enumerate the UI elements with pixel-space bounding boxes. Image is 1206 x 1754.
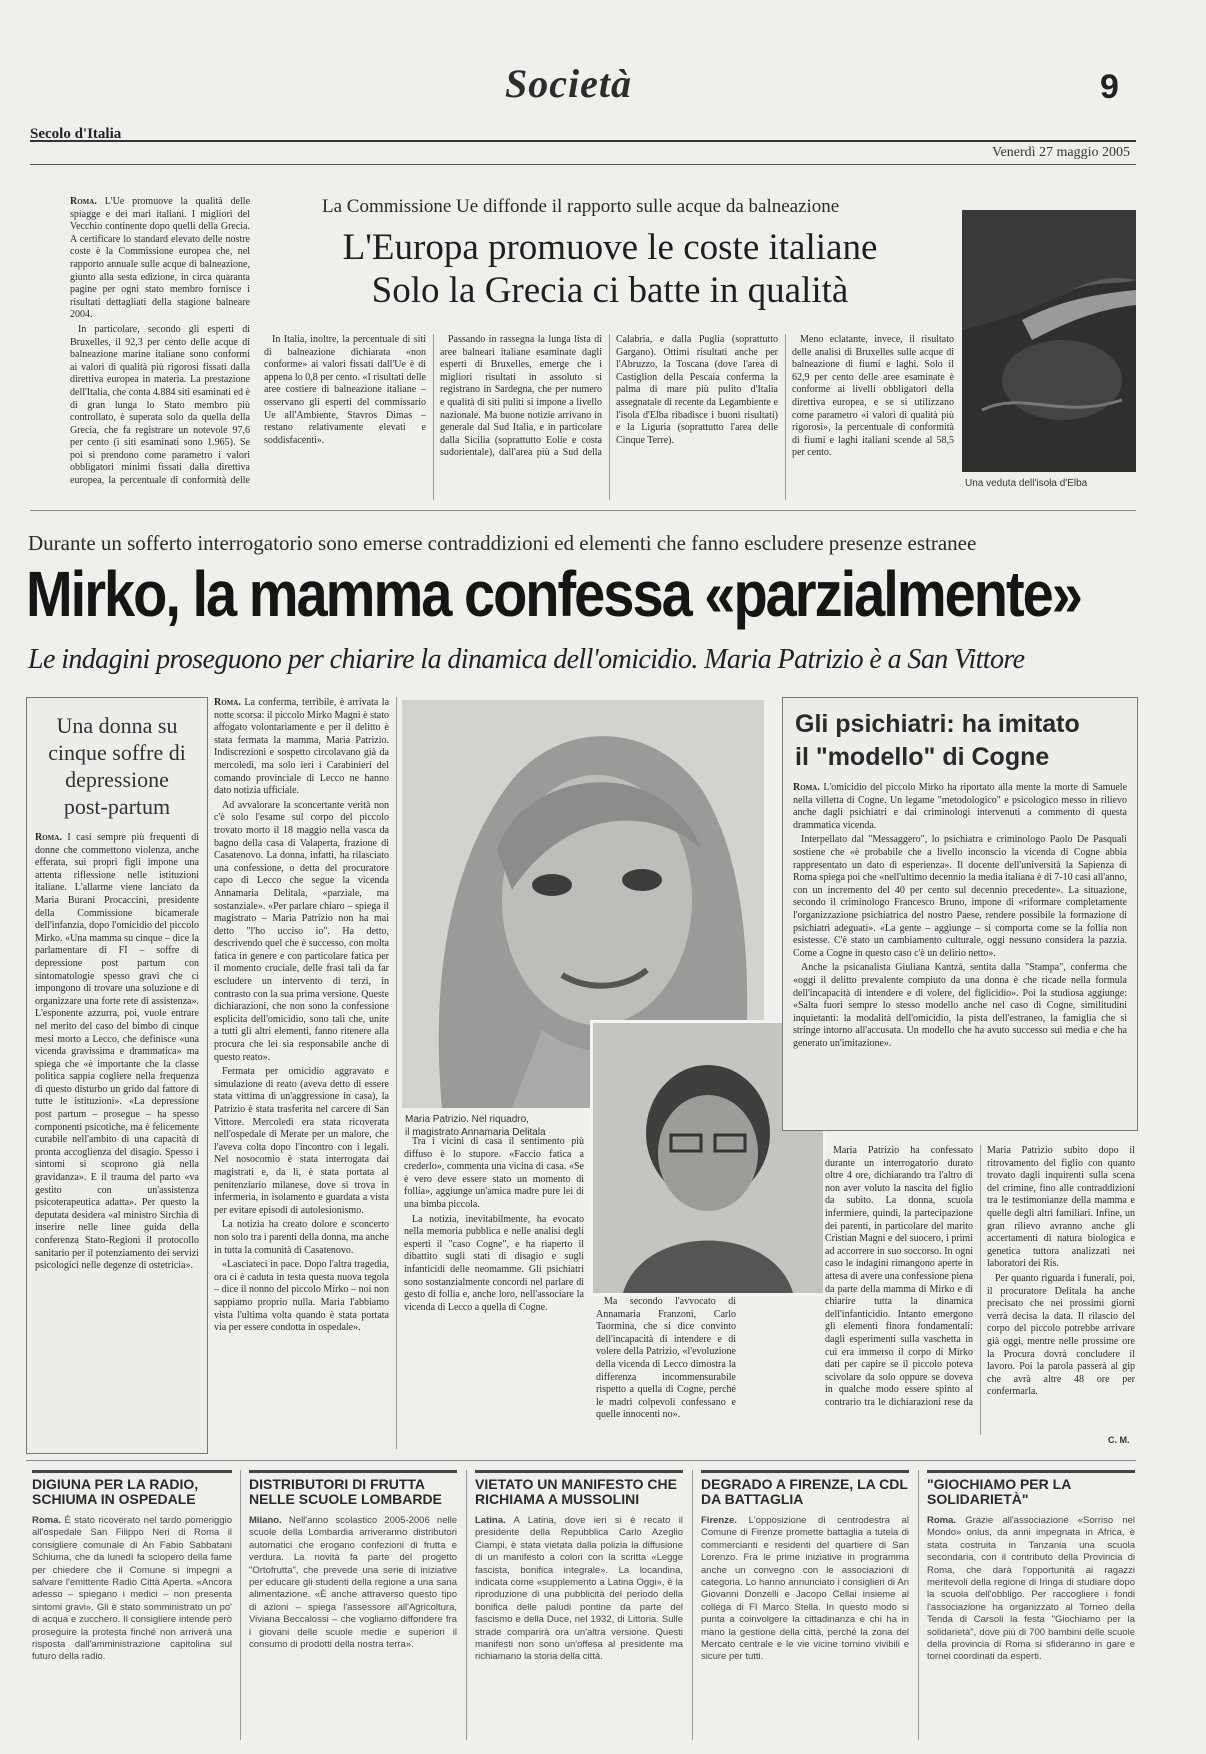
brief-rule [32, 1470, 232, 1473]
section-title: Società [505, 61, 632, 106]
psychiatrists-body [783, 782, 1137, 1122]
beaches-paragraph: Passando in rassegna la lunga lista di aree balneari italiane esaminate dagli esperti di Bruxelles, emerge che i migliori risultati in assoluto si registrano in Sardegna, che per numero e qualità di siti puliti si impone a livello nazionale. Ma buone notizie arrivano in generale dal Sud Italia, e in particolare dalla Sicilia (soprattutto Eolie e costa sudorientale), dall'area più a Sud della Calabria, e dalla Puglia (soprattutto Gargano). Ottimi risultati anche per l'Abruzzo, la Toscana (dove l'area di Castiglion della Pescaia conferma la palma di mare più pulito d'Italia assegnatale di recente da Legambiente e l'isola d'Elba ribadisce i buoni risultati) e la Liguria (soprattutto l'area delle Cinque Terre). [440, 334, 778, 459]
brief-body [475, 1515, 683, 1664]
brief-divider [240, 1470, 241, 1740]
masthead-rule [30, 140, 1136, 142]
brief-divider [918, 1470, 919, 1740]
main-paragraph: Fermata per omicidio aggravato e simulazione di reato (aveva detto di essere stata vittima di un'aggressione in casa), la Patrizio è stata trasferita nel carcere di San Vittore. Mercoledì era stata ricoverata nell'ospedale di Merate per un malore, che l'aveva colta dopo l'incontro con i legali. Nel nosocomio è stata interrogata dai magistrati e, da lì, è stata portata al penitenziario milanese, dove si trova in infermeria, in isolamento e guardata a vista per evitare episodi di autolesionismo. [214, 1066, 389, 1216]
brief-radio [32, 1470, 232, 1740]
brief-rule [249, 1470, 457, 1473]
beaches-paragraph: In Italia, inoltre, la percentuale di siti di balneazione dichiarata «non conforme» ai valori fissati dall'Ue è di appena lo 0,8 per cento. «I risultati delle aree costiere di balneazione italiane – osservano gli esperti del commissario Ue all'Ambiente, Stavros Dimas – restano relativamente elevati e soddisfacenti». [264, 334, 426, 446]
column-rule [396, 697, 397, 1449]
elba-caption: Una veduta dell'isola d'Elba [965, 478, 1088, 489]
brief-dateline: Roma. [927, 1515, 957, 1526]
mother-photo-caption-line2: il magistrato Annamaria Delitala [405, 1127, 546, 1138]
brief-rule [475, 1470, 683, 1473]
beaches-body [264, 334, 954, 500]
brief-title: "GIOCHIAMO PER LA SOLIDARIETÀ" [927, 1476, 1071, 1507]
beaches-paragraph: L'Ue promuove la qualità delle spiagge e dei mari italiani. I migliori del Vecchio continente dopo quelli della Grecia. A certificare lo standard elevato delle nostre coste è la Commissione europea che, nel rapporto annuale sulle acque di balneazione, giunto alla sesta edizione, in circa quaranta pagine per ogni stato membro fornisce i risultati dettagliati della stagione balneare 2004. [70, 196, 250, 321]
main-paragraph: Maria Patrizio ha confessato durante un interrogatorio durato oltre 4 ore, dichiarando tra l'altro di non aver voluto la nascita del figlio da subito. La donna, scuola infermiere, quindi, la partecipazione dei parenti, in particolare del marito Cristian Magni e del suocero, i primi ad accorrere in suo soccorso. In ogni caso le indagini rimangono aperte in attesa di avere una confessione piena da parte della mamma di Mirko e di chiarire tutta la dinamica dell'infanticidio. Intanto emergono gli elementi finora fondamentali: dagli esperimenti sulla vaschetta in cui era immerso il corpo di Mirko dati per capire se il piccolo poteva scivolare da solo oppure se doveva in qualche modo essere spinto al contrario tra le dichiarazioni rese da Maria Patrizio subito dopo il ritrovamento del figlio con quanto trovato dagli inquirenti sulla scena del crimine, fino alle contraddizioni tra le testimonianze della mamma e quelle degli altri familiari. Infine, un gran rilievo avranno anche gli accertamenti di natura biologica e genetica tuttora analizzati nei laboratori dei Ris. [825, 1145, 1135, 1408]
psychiatrists-sidebar [782, 697, 1138, 1131]
main-kicker: Durante un sofferto interrogatorio sono emerse contraddizioni ed elementi che fanno escludere presenze estranee [28, 531, 977, 555]
brief-dateline: Roma. [32, 1515, 62, 1526]
brief-dateline: Milano. [249, 1515, 282, 1526]
main-paragraph: Tra i vicini di casa il sentimento più diffuso è lo stupore. «Faccio fatica a crederlo», commenta una vicina di casa. «Se è vero deve essere stato un momento di follia», aggiunge un'amica madre pure lei di una bimba piccola. [404, 1136, 584, 1210]
brief-text: A Latina, dove ieri si è recato il presidente della Repubblica Carlo Azeglio Ciampi, è stata vietata dalla polizia la diffusione di un manifesto a colori con la scritta «Legge fascista, bonifica integrale». La locandina, indicata come «supplemento a Latina Oggi», è la riproduzione di una pubblicità del periodo della bonifica delle paludi pontine da parte del fascismo e della Duce, nel 1932, di Littoria. Sulle strade comparirà ora un'altra versione. Questi manifesti non sono un'offesa al presidente ma richiamano la storia della città. [475, 1515, 683, 1663]
brief-divider [692, 1470, 693, 1740]
main-headline: Mirko, la mamma confessa «parzialmente» [26, 557, 1081, 630]
island-aerial-image [962, 210, 1136, 472]
brief-rule [927, 1470, 1135, 1473]
main-signature: C. M. [1108, 1435, 1130, 1445]
brief-fruit [249, 1470, 457, 1740]
depression-sidebar [26, 697, 208, 1454]
brief-florence [701, 1470, 909, 1740]
psychiatrists-paragraph: Anche la psicanalista Giuliana Kantzà, sentita dalla "Stampa", conferma che «oggi il delitto prevalente compiuto da una donna è che ricade nella formula dell'incapacità di intendere e di volere, del figlicidio». Poi la studiosa aggiunge: «Salta fuori sempre lo stesso modello anche nel caso di Cogne, similitudini inquietanti: la modalità dell'omicidio, la pista dell'estraneo, la famiglia che si stringe intorno all'accusata. Un modello che ha avuto successo sui media e che ha generato un'imitazione». [793, 962, 1127, 1049]
main-paragraph: La notizia ha creato dolore e sconcerto non solo tra i parenti della donna, ma anche in tutta la comunità di Casatenovo. [214, 1219, 389, 1256]
brief-manifesto [475, 1470, 683, 1740]
main-paragraph: «Lasciateci in pace. Dopo l'altra tragedia, ora ci è caduta in testa questa nuova tegola – dice il nonno del piccolo Mirko – noi non sappiamo proprio nulla. Maria l'abbiamo vista l'ultima volta quando è stata portata via per essere condotta in ospedale». [214, 1259, 389, 1334]
brief-body [249, 1515, 457, 1651]
main-subtitle: Le indagini proseguono per chiarire la dinamica dell'omicidio. Maria Patrizio è a San Vittore [28, 644, 1025, 675]
depression-paragraph: I casi sempre più frequenti di donne che commettono violenza, anche efferata, sui propri figli impone una attenta riflessione nelle istituzioni italiane. L'allarme viene lanciato da Maria Burani Procaccini, presidente della Commissione bicamerale dell'infanzia, dopo l'omicidio del piccolo Mirko. «Una mamma su cinque – dice la parlamentare di FI – soffre di depressione post partum con sintomatologie spesso gravi che ci impongono di trovare una soluzione e di organizzare una forte rete di assistenza». L'esponente azzurra, poi, vuole entrare nel merito del caso del bimbo di cinque mesi morto a Lecco, che definisce «una vicenda gravissima e drammatica» ma spiega che «è importante che la classe politica sappia cogliere nella frequenza di questo disturbo un grido dal fattore di tutte le istituzioni». «La depressione post partum – prosegue – ha spesso componenti psicotiche, ma è felicemente curabile nell'ambito di una capacità di pronta accoglienza del disagio. Spesso i sintomi si scoprono già nella gravidanza». E il trauma del parto «va gestito con un'assistenza psicoterapeutica adatta». Per questo la deputata desidera «al ministro Sirchia di inserire nelle linee guida della conferenza Stato-Regioni il protocollo sanitario per il potenziamento dei servizi psicologici nelle degenze di ostetricia». [35, 832, 200, 1272]
brief-body [927, 1515, 1135, 1664]
main-paragraph: La notizia, inevitabilmente, ha evocato nella memoria pubblica e nelle analisi degli esperti il "caso Cogne", e ha riaperto il dibattito sugli stati di disagio e sugli infanticidi delle neomamme. Gli psichiatri sono sostanzialmente concordi nel parlare di gesto di follia e, anche loro, nell'associare la vicenda di Lecco a quella di Cogne. [404, 1213, 584, 1313]
psychiatrists-paragraph: L'omicidio del piccolo Mirko ha riportato alla mente la morte di Samuele nella villetta di Cogne. Un legame "metodologico" e psicologico messo in rilievo anche dagli psichiatri e dai criminologi intervenuti a commento di questa drammatica vicenda. [793, 782, 1128, 831]
main-body-col4 [825, 1145, 1135, 1435]
briefs-top-rule [26, 1460, 1136, 1461]
main-paragraph: Per quanto riguarda i funerali, poi, il procuratore Delitala ha anche precisato che nei prossimi giorni verrà decisa la data. Il rilascio del corpo del piccolo potrebbe arrivare già oggi, mentre nelle prossime ore la Procura dovrà concludere il lavoro. Poi la parola passerà al gip che avrà altre 48 ore per confermarla. [987, 1272, 1135, 1398]
elba-photo [962, 210, 1136, 472]
psychiatrists-paragraph: Interpellato dal "Messaggero", lo psichiatra e criminologo Paolo De Pasquali sostiene che «è probabile che a livello inconscio la vicenda di Cogne abbia rappresentato un dato di esperienza». Il docente dell'università la Sapienza di Roma spiega poi che «nell'ultimo decennio la media italiana è di 7-10 casi all'anno, con un incremento del 40 per cento sul decennio precedente». La situazione, secondo il criminologo Francesco Bruno, impone di «riformare completamente l'organizzazione psichiatrica del nostro Paese, rendere possibile la formazione di psichiatri adeguati». «La gente – aggiunge – si comporta come se la follia non esistesse. C'è stato un cambiamento culturale, oggi nessuno considera la pazzia. Come a Cogne in questo caso c'è un delirio netto». [793, 834, 1127, 959]
beaches-headline-line1: L'Europa promuove le coste italiane [342, 227, 878, 268]
psychiatrists-title-line1: Gli psichiatri: ha imitato [795, 710, 1080, 738]
brief-body [32, 1515, 232, 1664]
mother-photo-caption-line1: Maria Patrizio. Nel riquadro, [405, 1114, 529, 1125]
brief-solidarity [927, 1470, 1135, 1740]
main-body-col3 [596, 1296, 736, 1448]
depression-sidebar-title: Una donna su cinque soffre di depressione post-partum [48, 713, 186, 819]
brief-title: DISTRIBUTORI DI FRUTTA NELLE SCUOLE LOMBARDE [249, 1476, 442, 1507]
newspaper-name: Secolo d'Italia [30, 126, 122, 142]
main-body-col1 [214, 697, 389, 1449]
main-body-col2 [404, 1136, 584, 1448]
beaches-kicker: La Commissione Ue diffonde il rapporto sulle acque da balneazione [322, 196, 840, 217]
beaches-bottom-rule [30, 510, 1136, 511]
main-paragraph: La conferma, terribile, è arrivata la notte scorsa: il piccolo Mirko Magni è stato affogato volontariamente e per il delitto è stata fermata la mamma, Maria Patrizio. Indiscrezioni e sospetto circolavano già da mercoledì, ma solo ieri i Carabinieri del comando provinciale di Lecco ne hanno dato notizia ufficiale. [214, 697, 389, 797]
brief-text: L'opposizione di centrodestra al Comune di Firenze promette battaglia a tutela di commercianti e residenti del quartiere di San Lorenzo. Fra le prime iniziative in programma anche un convegno con le associazioni di categoria. Lo hanno annunciato i consiglieri di An Giovanni Donzelli e Jacopo Cellai insieme al collega di FI Marco Stella. In questo modo si punta a coinvolgere la cittadinanza e chi ha in mano la gestione della città, perché la zona del Mercato centrale e le vie vicine tornino vivibili e sicure per tutti. [701, 1515, 909, 1663]
date-rule [30, 164, 1136, 165]
beaches-headline-line2: Solo la Grecia ci batte in qualità [371, 270, 849, 311]
issue-date: Venerdì 27 maggio 2005 [991, 145, 1130, 160]
psychiatrists-title-line2: il "modello" di Cogne [795, 743, 1050, 771]
brief-divider [466, 1470, 467, 1740]
beaches-headline [300, 226, 920, 312]
brief-title: DIGIUNA PER LA RADIO, SCHIUMA IN OSPEDALE [32, 1476, 199, 1507]
brief-text: Grazie all'associazione «Sorriso nel Mondo» onlus, da anni impegnata in Africa, è stata costruita in Tanzania una scuola secondaria, con il contributo della Provincia di Roma, che darà l'opportunità ai ragazzi meritevoli della regione di Iringa di studiare dopo la scuola dell'obbligo. Per raccogliere i fondi l'associazione ha organizzato al Torneo della Tenda di Carsoli la festa "Giochiamo per la solidarietà", dove più di 700 bambini delle scuole della provincia di Roma si sfideranno in gare e tornei coordinati da esperti. [927, 1515, 1135, 1663]
page-number: 9 [1100, 68, 1119, 106]
psychiatrists-dateline: Roma. [793, 782, 820, 793]
depression-sidebar-body [27, 832, 207, 1432]
beaches-dateline: Roma. [70, 196, 97, 207]
beaches-paragraph: In particolare, secondo gli esperti di Bruxelles, il 92,3 per cento delle acque di balneazione marine italiane sono conformi ai valori di qualità più rigorosi fissati dalla direttiva europea in materia. La prestazione dell'Italia, che conta 4.884 siti esaminati ed è di gran lunga lo Stato membro più controllato, è superata solo da quella della Grecia, che fa registrare un notevole 97,6 per cento (i siti esaminati sono 1.965). Se poi si prendono come parametro i valori obbligatori minimi fissati dalla direttiva europea, la percentuale di conformità delle [70, 323, 250, 487]
brief-rule [701, 1470, 909, 1473]
section-logo [505, 60, 705, 130]
brief-title: VIETATO UN MANIFESTO CHE RICHIAMA A MUSSOLINI [475, 1476, 677, 1507]
main-paragraph: Ma secondo l'avvocato di Annamaria Franzoni, Carlo Taormina, che si dice convinto dell'incapacità di intendere e di volere della Patrizio, «l'evoluzione della vicenda di Lecco dimostra la differenza incommensurabile rispetto a quella di Cogne, perché le madri colpevoli confessano e quelle innocenti no». [596, 1296, 736, 1421]
brief-dateline: Firenze. [701, 1515, 737, 1526]
main-dateline: Roma. [214, 697, 241, 708]
main-paragraph: Ad avvalorare la sconcertante verità non c'è solo l'esame sul corpo del piccolo trovato morto il 18 maggio nella vasca da bagno della casa di Valaperta, frazione di Casatenovo. La donna, infatti, ha rilasciato una confessione, o detta del procuratore capo di Lecco che segue la vicenda Annamaria Delitala, «parziale, ma sostanziale». «Per parlare chiaro – spiega il magistrato – Maria Patrizio non ha mai detto "l'ho ucciso io". Ha detto, descrivendo quel che è successo, con molta fatica in genere e con particolare fatica per il momento cruciale, delle frasi tali da far escludere un intervento di terzi, in contrasto con la sua prima versione. Queste dichiarazioni, che non sono la confessione esplicita dell'omicidio, sono tali che, unite a tutti gli altri elementi, fanno ritenere alla procura che lei sia responsabile anche di questo reato». [214, 799, 389, 1063]
beaches-body-lead [70, 196, 250, 496]
brief-title: DEGRADO A FIRENZE, LA CDL DA BATTAGLIA [701, 1476, 908, 1507]
depression-dateline: Roma. [35, 832, 62, 843]
brief-dateline: Latina. [475, 1515, 506, 1526]
beaches-paragraph: Meno eclatante, invece, il risultato delle analisi di Bruxelles sulle acque di balneazione di fiumi e laghi. Solo il 62,9 per cento delle aree esaminate è conforme ai livelli obbligatori della direttiva europea, e se si utilizzano come parametro «i valori di qualità più rigorosi», la percentuale di conformità di fiumi e laghi italiani scende al 58,5 per cento. [792, 334, 954, 459]
brief-body [701, 1515, 909, 1664]
brief-text: È stato ricoverato nel tardo pomeriggio all'ospedale San Filippo Neri di Roma il consigliere comunale di An Fabio Sabbatani Schiuma, che da lunedì fa sciopero della fame per chiedere che il Comune si impegni a salvare l'emittente Radio Città Aperta. «Ancora adesso – spiegano i medici – non presenta sintomi gravi». Gli è stato somministrato un po' di acqua e zucchero. Il consigliere intende però proseguire la protesta finché non arriverà una risposta dall'amministrazione capitolina sul futuro della radio. [32, 1515, 232, 1663]
psychiatrists-title [783, 698, 1137, 782]
brief-text: Nell'anno scolastico 2005-2006 nelle scuole della Lombardia arriveranno distributori automatici che erogano confezioni di frutta e verdura. La novità fa parte del progetto "Ortofrutta", che prevede una serie di iniziative per educare gli studenti della regione a una sana alimentazione. «È anche attraverso questo tipo di azioni – spiega l'assessore all'Agricoltura, Viviana Beccalossi – che vogliamo diffondere fra i giovani delle scuole medie e superiori il consumo di prodotti della nostra terra». [249, 1515, 457, 1651]
